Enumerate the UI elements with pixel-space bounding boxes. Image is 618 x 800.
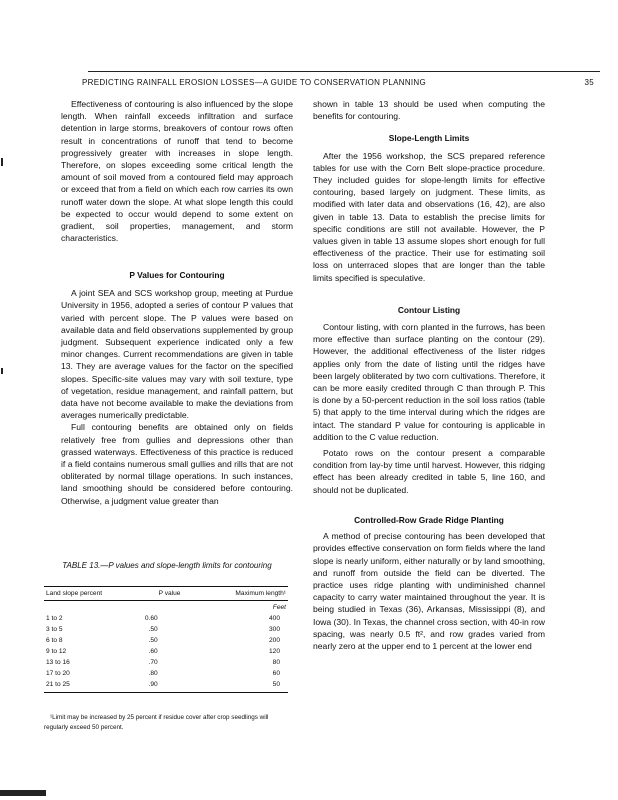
max-length-cell: 80 bbox=[272, 658, 280, 666]
max-length-cell: 300 bbox=[268, 625, 280, 633]
table-row bbox=[44, 624, 288, 635]
paragraph: Potato rows on the contour present a comparable condition from lay-by time until harvest. However, this ridging effect has been already credited in table 5, line 160, and should not be duplicated. bbox=[313, 448, 545, 495]
table-row bbox=[44, 646, 288, 657]
table-row bbox=[44, 657, 288, 668]
max-length-cell: 120 bbox=[268, 647, 280, 655]
table-row bbox=[44, 679, 288, 693]
p-value-cell: .50 bbox=[148, 636, 158, 644]
max-length-cell: 60 bbox=[272, 669, 280, 677]
p-values-table bbox=[44, 586, 288, 693]
left-column-top bbox=[61, 98, 293, 244]
p-value-cell: .60 bbox=[148, 647, 158, 655]
top-rule bbox=[88, 71, 600, 72]
slope-cell: 21 to 25 bbox=[44, 679, 121, 693]
slope-cell: 3 to 5 bbox=[46, 625, 63, 633]
unit-label: Feet bbox=[272, 604, 286, 611]
slope-cell: 6 to 8 bbox=[46, 636, 63, 644]
scan-edge-mark bbox=[0, 790, 46, 796]
p-value-cell: .50 bbox=[148, 625, 158, 633]
right-column bbox=[313, 98, 545, 652]
p-value-cell: .90 bbox=[121, 679, 217, 693]
left-column-section bbox=[61, 269, 293, 507]
scan-edge-mark bbox=[1, 368, 3, 374]
slope-cell: 13 to 16 bbox=[46, 658, 70, 666]
slope-cell: 9 to 12 bbox=[46, 647, 67, 655]
max-length-cell: 200 bbox=[268, 636, 280, 644]
slope-cell: 1 to 2 bbox=[46, 614, 63, 622]
table-row bbox=[44, 668, 288, 679]
table-row bbox=[44, 613, 288, 624]
p-value-cell: 0.60 bbox=[144, 614, 158, 622]
max-length-cell: 50 bbox=[218, 679, 288, 693]
section-heading: Controlled-Row Grade Ridge Planting bbox=[354, 514, 504, 525]
running-header bbox=[82, 78, 602, 87]
section-heading: Contour Listing bbox=[397, 304, 461, 315]
paragraph: Effectiveness of contouring is also influenced by the slope length. When rainfall exceeds infiltration and surface detention in large storms, breakovers of contour rows often result in concentrations of runoff that tend to become progressively greater with increases in slope length. Therefore, on slopes exceeding some critical length the amount of soil moved from a contoured field may approach or exceed that from a field on which each row carries its own runoff water down the slope. At what slope length this could be expected to occur would depend to some extent on gradient, soil properties, management, and storm characteristics. bbox=[61, 99, 293, 244]
paragraph: Contour listing, with corn planted in the furrows, has been more effective than surface planting on the contour (29). However, the additional effectiveness of the lister ridges applies only from the date of listing until the ridges have been largely obliterated by two corn cultivations. Therefore, it can be more easily credited through C than through P. This is done by a 50-percent reduction in the soil loss ratios (table 5) that apply to the time interval during which the ridges are intact. The standard P value for contouring is applicable in addition to the C value reduction. bbox=[313, 322, 545, 442]
p-value-cell: .80 bbox=[148, 669, 158, 677]
page-number: 35 bbox=[584, 78, 594, 87]
scan-edge-mark bbox=[1, 158, 3, 166]
section-heading: P Values for Contouring bbox=[129, 270, 225, 280]
col-header-p-value: P value bbox=[121, 587, 217, 601]
slope-cell: 17 to 20 bbox=[46, 669, 70, 677]
table-row bbox=[44, 635, 288, 646]
paragraph: A joint SEA and SCS workshop group, meeting at Purdue University in 1956, adopted a series of contour P values that varied with percent slope. The P values were based on available data and field observations supplemented by group judgment. Subsequent experience indicated only a few minor changes. Current recommendations are given in table 13. They are average values for the factor on the specified slopes. Specific-site values may vary with soil texture, type of vegetation, residue management, and rainfall pattern, but data have not become available to make the deviations from averages numerically predictable. bbox=[61, 288, 293, 421]
max-length-cell: 400 bbox=[268, 614, 280, 622]
col-header-slope: Land slope percent bbox=[44, 587, 121, 601]
paragraph: After the 1956 workshop, the SCS prepared reference tables for use with the Corn Belt slope-practice procedure. They included guides for slope-length limits for effective contouring, based largely on judgment. These limits, as modified with later data and observations (16, 42), are also given in table 13. Data to establish the precise limits for specific conditions are still not available. However, the P values given in table 13 assume slopes short enough for full effectiveness of the practice. Their use for estimating soil loss on unterraced slopes that are longer than the table limits specified is speculative. bbox=[313, 150, 545, 283]
paragraph: A method of precise contouring has been developed that provides effective conservation on form fields where the land slope is nearly uniform, either naturally or by land smoothing, and runoff from outside the field can be diverted. The practice uses ridge planting with undiminished channel capacity to carry water maintained throughout the year. It is being studied in Texas (36), Arkansas, Mississippi (8), and Iowa (30). In Texas, the channel cross section, with 40-in row spacing, was nearly 0.5 ft², and row grades varied from nearly zero at the upper end to 1 percent at the lower end bbox=[313, 531, 545, 651]
paragraph: shown in table 13 should be used when computing the benefits for contouring. bbox=[313, 99, 545, 122]
paragraph: Full contouring benefits are obtained only on fields relatively free from gullies and depressions other than grassed waterways. Effectiveness of this practice is reduced if a field contains numerous small gullies and rills that are not obliterated by normal tillage operations. In such instances, land smoothing should be considered before contouring. Otherwise, a judgment value greater than bbox=[61, 422, 293, 506]
header-title: PREDICTING RAINFALL EROSION LOSSES—A GUIDE TO CONSERVATION PLANNING bbox=[82, 78, 427, 87]
table-footnote: ¹Limit may be increased by 25 percent if residue cover after crop seedlings will regularly exceed 50 percent. bbox=[44, 714, 269, 731]
table-title: TABLE 13.—P values and slope-length limits for contouring bbox=[62, 561, 272, 570]
section-heading: Slope-Length Limits bbox=[388, 133, 470, 144]
col-header-max-length: Maximum length¹ bbox=[218, 587, 288, 601]
p-value-cell: .70 bbox=[148, 658, 158, 666]
